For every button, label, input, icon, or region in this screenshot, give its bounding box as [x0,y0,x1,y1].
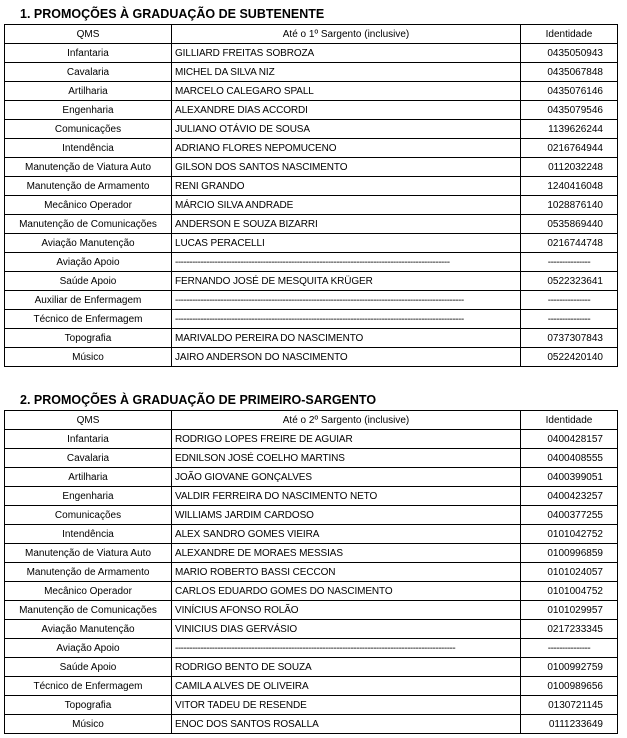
identity-cell: 0400423257 [521,487,618,506]
identity-cell: 0100989656 [521,677,618,696]
identity-cell: --------------- [521,310,618,329]
table-header-row [5,25,618,44]
qms-cell: Aviação Manutenção [5,620,172,639]
header-identity: Identidade [521,411,618,430]
header-identity: Identidade [521,25,618,44]
identity-cell: 0522420140 [521,348,618,367]
name-cell: VALDIR FERREIRA DO NASCIMENTO NETO [172,487,521,506]
identity-cell: 0400428157 [521,430,618,449]
identity-cell: 0522323641 [521,272,618,291]
name-cell: GILSON DOS SANTOS NASCIMENTO [172,158,521,177]
table-row [5,63,618,82]
name-cell: MÁRCIO SILVA ANDRADE [172,196,521,215]
name-cell: MARCELO CALEGARO SPALL [172,82,521,101]
name-cell: VITOR TADEU DE RESENDE [172,696,521,715]
qms-cell: Cavalaria [5,63,172,82]
name-cell: ALEXANDRE DE MORAES MESSIAS [172,544,521,563]
name-cell: ANDERSON E SOUZA BIZARRI [172,215,521,234]
table-header-row [5,411,618,430]
identity-cell: 0101024057 [521,563,618,582]
table-row [5,715,618,734]
name-cell: ------------------------------------------------------------------------------------------------------ [172,291,521,310]
identity-cell: 0400408555 [521,449,618,468]
identity-cell: 0101029957 [521,601,618,620]
name-cell: VINICIUS DIAS GERVÁSIO [172,620,521,639]
name-cell: ENOC DOS SANTOS ROSALLA [172,715,521,734]
table-row [5,468,618,487]
identity-cell: --------------- [521,639,618,658]
qms-cell: Aviação Apoio [5,639,172,658]
qms-cell: Saúde Apoio [5,658,172,677]
identity-cell: 0217233345 [521,620,618,639]
identity-cell: 0400399051 [521,468,618,487]
qms-cell: Mecânico Operador [5,582,172,601]
table-row [5,101,618,120]
qms-cell: Artilharia [5,82,172,101]
qms-cell: Técnico de Enfermagem [5,677,172,696]
identity-cell: --------------- [521,291,618,310]
name-cell: --------------------------------------------------------------------------------------------------- [172,639,521,658]
table-row [5,544,618,563]
qms-cell: Engenharia [5,487,172,506]
table-row [5,601,618,620]
name-cell: JAIRO ANDERSON DO NASCIMENTO [172,348,521,367]
identity-cell: 1139626244 [521,120,618,139]
table-row [5,677,618,696]
table-row [5,215,618,234]
table-row [5,487,618,506]
table-row [5,177,618,196]
identity-cell: 0101042752 [521,525,618,544]
name-cell: ALEXANDRE DIAS ACCORDI [172,101,521,120]
qms-cell: Manutenção de Comunicações [5,601,172,620]
table-row [5,639,618,658]
name-cell: RODRIGO BENTO DE SOUZA [172,658,521,677]
table-row [5,310,618,329]
section-title: 2. PROMOÇÕES À GRADUAÇÃO DE PRIMEIRO-SARGENTO [20,393,377,407]
name-cell: CARLOS EDUARDO GOMES DO NASCIMENTO [172,582,521,601]
qms-cell: Aviação Manutenção [5,234,172,253]
identity-cell: 0216764944 [521,139,618,158]
qms-cell: Músico [5,715,172,734]
table-row [5,272,618,291]
qms-cell: Aviação Apoio [5,253,172,272]
qms-cell: Intendência [5,525,172,544]
section-title: 1. PROMOÇÕES À GRADUAÇÃO DE SUBTENENTE [20,7,325,21]
name-cell: CAMILA ALVES DE OLIVEIRA [172,677,521,696]
section-subtenente [4,4,617,367]
table-body [5,430,618,734]
identity-cell: 0112032248 [521,158,618,177]
header-qms: QMS [5,25,172,44]
identity-cell: 0737307843 [521,329,618,348]
table-row [5,348,618,367]
identity-cell: 0400377255 [521,506,618,525]
qms-cell: Cavalaria [5,449,172,468]
identity-cell: 0216744748 [521,234,618,253]
qms-cell: Manutenção de Viatura Auto [5,544,172,563]
name-cell: MARIO ROBERTO BASSI CECCON [172,563,521,582]
qms-cell: Manutenção de Armamento [5,177,172,196]
table-row [5,291,618,310]
table-row [5,449,618,468]
name-cell: ------------------------------------------------------------------------------------------------- [172,253,521,272]
section-primeiro-sargento [4,390,617,734]
identity-cell: 0100996859 [521,544,618,563]
identity-cell: 1240416048 [521,177,618,196]
name-cell: ALEX SANDRO GOMES VIEIRA [172,525,521,544]
table-row [5,525,618,544]
promotions-table [4,410,618,734]
identity-cell: --------------- [521,253,618,272]
table-body [5,44,618,367]
identity-cell: 0435079546 [521,101,618,120]
table-row [5,82,618,101]
header-qms: QMS [5,411,172,430]
table-row [5,158,618,177]
identity-cell: 0101004752 [521,582,618,601]
name-cell: JULIANO OTÁVIO DE SOUSA [172,120,521,139]
qms-cell: Intendência [5,139,172,158]
table-row [5,563,618,582]
name-cell: RODRIGO LOPES FREIRE DE AGUIAR [172,430,521,449]
table-row [5,329,618,348]
name-cell: VINÍCIUS AFONSO ROLÃO [172,601,521,620]
identity-cell: 0535869440 [521,215,618,234]
header-name: Até o 2º Sargento (inclusive) [172,411,521,430]
qms-cell: Comunicações [5,506,172,525]
qms-cell: Músico [5,348,172,367]
name-cell: RENI GRANDO [172,177,521,196]
identity-cell: 0435076146 [521,82,618,101]
qms-cell: Manutenção de Comunicações [5,215,172,234]
header-name: Até o 1º Sargento (inclusive) [172,25,521,44]
table-row [5,196,618,215]
identity-cell: 0100992759 [521,658,618,677]
qms-cell: Topografia [5,329,172,348]
table-row [5,44,618,63]
name-cell: MARIVALDO PEREIRA DO NASCIMENTO [172,329,521,348]
table-row [5,120,618,139]
table-row [5,253,618,272]
qms-cell: Topografia [5,696,172,715]
qms-cell: Técnico de Enfermagem [5,310,172,329]
table-row [5,139,618,158]
qms-cell: Infantaria [5,430,172,449]
identity-cell: 0111233649 [521,715,618,734]
qms-cell: Mecânico Operador [5,196,172,215]
table-row [5,582,618,601]
name-cell: ------------------------------------------------------------------------------------------------------ [172,310,521,329]
table-row [5,696,618,715]
name-cell: JOÃO GIOVANE GONÇALVES [172,468,521,487]
table-row [5,234,618,253]
table-row [5,506,618,525]
name-cell: WILLIAMS JARDIM CARDOSO [172,506,521,525]
qms-cell: Saúde Apoio [5,272,172,291]
name-cell: ADRIANO FLORES NEPOMUCENO [172,139,521,158]
qms-cell: Auxiliar de Enfermagem [5,291,172,310]
qms-cell: Manutenção de Armamento [5,563,172,582]
table-row [5,658,618,677]
promotions-table [4,24,618,367]
qms-cell: Engenharia [5,101,172,120]
qms-cell: Comunicações [5,120,172,139]
name-cell: EDNILSON JOSÉ COELHO MARTINS [172,449,521,468]
identity-cell: 0435067848 [521,63,618,82]
table-row [5,430,618,449]
qms-cell: Artilharia [5,468,172,487]
name-cell: FERNANDO JOSÉ DE MESQUITA KRÜGER [172,272,521,291]
name-cell: MICHEL DA SILVA NIZ [172,63,521,82]
name-cell: LUCAS PERACELLI [172,234,521,253]
name-cell: GILLIARD FREITAS SOBROZA [172,44,521,63]
identity-cell: 0130721145 [521,696,618,715]
qms-cell: Manutenção de Viatura Auto [5,158,172,177]
identity-cell: 0435050943 [521,44,618,63]
table-row [5,620,618,639]
identity-cell: 1028876140 [521,196,618,215]
qms-cell: Infantaria [5,44,172,63]
